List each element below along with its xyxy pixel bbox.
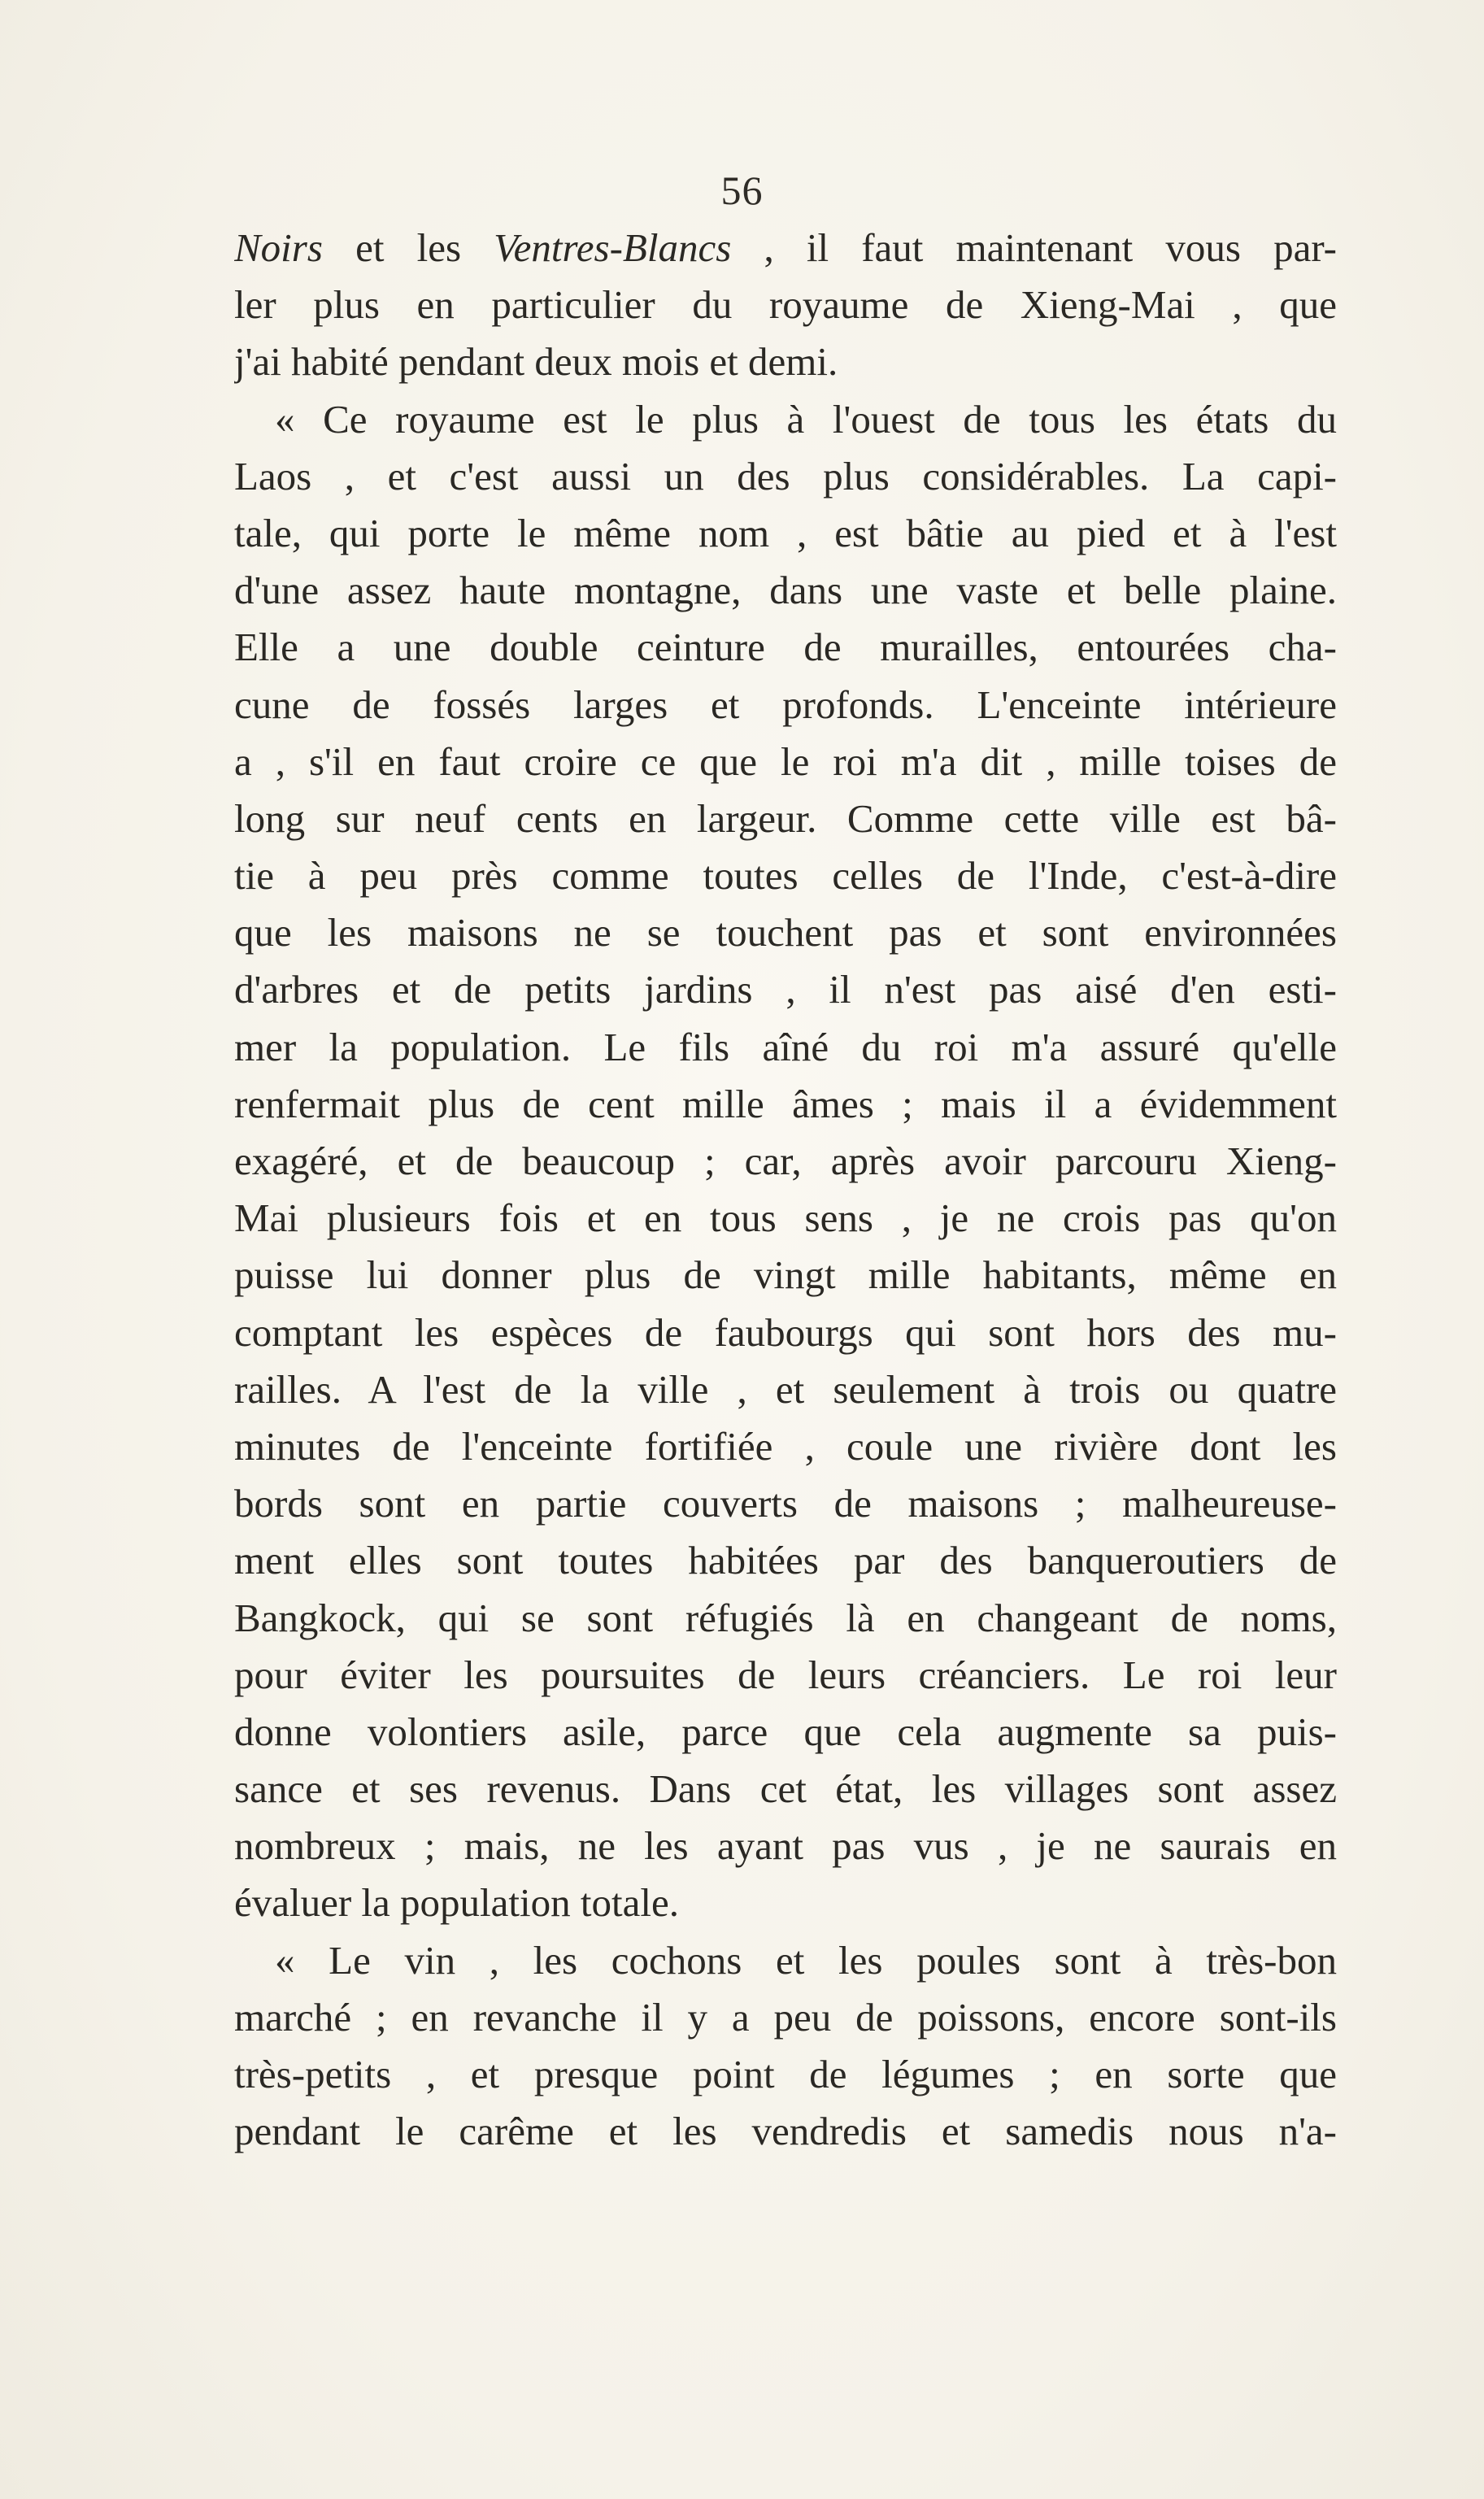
- text-run: donne volontiers asile, parce que cela augmente sa puis-: [234, 1709, 1337, 1754]
- text-line: [234, 1647, 1337, 1704]
- text-run: comptant les espèces de faubourgs qui sont hors des mu-: [234, 1309, 1337, 1355]
- text-line: [234, 1704, 1337, 1761]
- text-run: puisse lui donner plus de vingt mille habitants, même en: [234, 1252, 1337, 1298]
- text-run: exagéré, et de beaucoup ; car, après avoir parcouru Xieng-: [234, 1138, 1337, 1183]
- text-run: cune de fossés larges et profonds. L'enceinte intérieure: [234, 681, 1337, 727]
- text-line: [234, 1532, 1337, 1589]
- text-line: [234, 1133, 1337, 1190]
- text-run: railles. A l'est de la ville , et seulement à trois ou quatre: [234, 1366, 1337, 1412]
- text-line: [234, 1989, 1337, 2046]
- text-line: [234, 619, 1337, 676]
- page-number: 56: [720, 168, 764, 213]
- text-line: [234, 276, 1337, 333]
- text-run: tie à peu près comme toutes celles de l'Inde, c'est-à-dire: [234, 853, 1337, 899]
- text-run: pendant le carême et les vendredis et samedis nous n'a-: [234, 2109, 1337, 2154]
- text-line: [234, 391, 1337, 448]
- text-run: pour éviter les poursuites de leurs créanciers. Le roi leur: [234, 1652, 1337, 1697]
- text-run: sance et ses revenus. Dans cet état, les villages sont assez: [234, 1766, 1337, 1812]
- text-line: [234, 734, 1337, 790]
- text-run: nombreux ; mais, ne les ayant pas vus , je ne saurais en: [234, 1823, 1337, 1869]
- text-line: [234, 1418, 1337, 1475]
- text-line: [234, 562, 1337, 619]
- text-run: Bangkock, qui se sont réfugiés là en changeant de noms,: [234, 1595, 1337, 1640]
- text-line: [234, 1590, 1337, 1647]
- text-run: « Le vin , les cochons et les poules sont à très-bon: [275, 1937, 1337, 1983]
- italic-text: Ventres-Blancs: [494, 225, 732, 270]
- text-run: que les maisons ne se touchent pas et sont environnées: [234, 910, 1337, 956]
- text-line: [234, 1076, 1337, 1133]
- text-run: Elle a une double ceinture de murailles, entourées cha-: [234, 625, 1337, 670]
- text-line: [234, 1475, 1337, 1532]
- text-line: [234, 904, 1337, 961]
- text-line: [234, 677, 1337, 734]
- text-line: [234, 333, 1337, 390]
- text-line: [234, 1247, 1337, 1304]
- text-line: [234, 961, 1337, 1018]
- text-run: « Ce royaume est le plus à l'ouest de tous les états du: [275, 396, 1337, 442]
- text-run: minutes de l'enceinte fortifiée , coule une rivière dont les: [234, 1423, 1337, 1469]
- text-run: Mai plusieurs fois et en tous sens , je ne crois pas qu'on: [234, 1195, 1337, 1241]
- text-run: renfermait plus de cent mille âmes ; mais il a évidemment: [234, 1081, 1337, 1126]
- text-line: [234, 1190, 1337, 1247]
- text-run: d'une assez haute montagne, dans une vaste et belle plaine.: [234, 568, 1337, 613]
- text-line: [234, 2046, 1337, 2103]
- text-line: [234, 1019, 1337, 1076]
- text-line: [234, 790, 1337, 847]
- text-line: [234, 1818, 1337, 1874]
- text-line: [234, 1304, 1337, 1361]
- text-line: [234, 2103, 1337, 2160]
- text-run: tale, qui porte le même nom , est bâtie au pied et à l'est: [234, 510, 1337, 555]
- italic-text: Noirs: [234, 225, 323, 270]
- text-run: bords sont en partie couverts de maisons ; malheureuse-: [234, 1481, 1337, 1526]
- text-line: [234, 847, 1337, 904]
- text-line: [234, 1932, 1337, 1989]
- text-line: [234, 448, 1337, 505]
- text-line: [234, 1874, 1337, 1931]
- text-run: mer la population. Le fils aîné du roi m'a assuré qu'elle: [234, 1024, 1337, 1069]
- text-run: a , s'il en faut croire ce que le roi m'a dit , mille toises de: [234, 738, 1337, 784]
- text-run: d'arbres et de petits jardins , il n'est pas aisé d'en esti-: [234, 967, 1337, 1012]
- text-run: Laos , et c'est aussi un des plus considérables. La capi-: [234, 453, 1337, 498]
- text-run: ment elles sont toutes habitées par des banqueroutiers de: [234, 1538, 1337, 1583]
- text-line: [234, 505, 1337, 562]
- text-run: et les: [322, 225, 494, 270]
- text-run: j'ai habité pendant deux mois et demi.: [234, 339, 838, 385]
- text-run: évaluer la population totale.: [234, 1880, 679, 1926]
- text-run: ler plus en particulier du royaume de Xieng-Mai , que: [234, 282, 1337, 328]
- text-line: [234, 1761, 1337, 1818]
- body-text: [234, 220, 1337, 2160]
- text-run: long sur neuf cents en largeur. Comme cette ville est bâ-: [234, 795, 1337, 841]
- text-line: [234, 220, 1337, 276]
- text-line: [234, 1361, 1337, 1418]
- text-run: très-petits , et presque point de légumes ; en sorte que: [234, 2052, 1337, 2096]
- text-run: marché ; en revanche il y a peu de poissons, encore sont-ils: [234, 1994, 1337, 2040]
- text-run: , il faut maintenant vous par-: [731, 225, 1337, 270]
